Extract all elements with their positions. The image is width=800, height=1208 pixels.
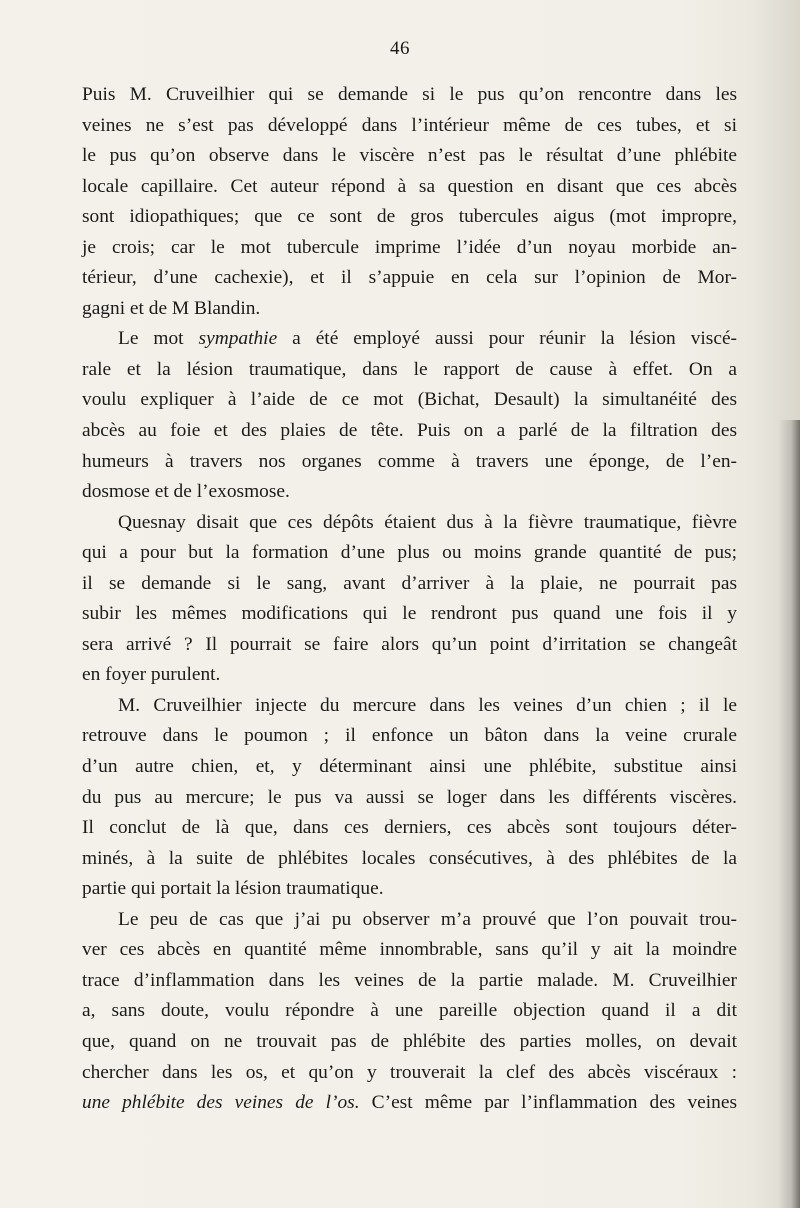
text-line: ver ces abcès en quantité même innombrable, sans qu’il y ait la moindre [82, 939, 737, 961]
text-line: le pus qu’on observe dans le viscère n’est pas le résultat d’une phlébite [82, 145, 737, 167]
text-fragment: C’est même par l’inflammation des veines [359, 1092, 738, 1114]
text-line: subir les mêmes modifications qui le rendront pus quand une fois il y [82, 603, 737, 625]
text-line: veines ne s’est pas développé dans l’intérieur même de ces tubes, et si [82, 114, 737, 136]
text-line: partie qui portait la lésion traumatique. [82, 878, 384, 900]
text-line [82, 1088, 737, 1119]
text-line: d’un autre chien, et, y déterminant ainsi une phlébite, substitue ainsi [82, 756, 737, 778]
text-line: a, sans doute, voulu répondre à une pareille objection quand il a dit [82, 1000, 737, 1022]
text-line: Le peu de cas que j’ai pu observer m’a prouvé que l’on pouvait trou- [118, 908, 737, 930]
text-line: voulu expliquer à l’aide de ce mot (Bichat, Desault) la simultanéité des [82, 389, 737, 411]
text-line: du pus au mercure; le pus va aussi se loger dans les différents viscères. [82, 786, 737, 808]
text-line: trace d’inflammation dans les veines de la partie malade. M. Cruveilhier [82, 969, 737, 991]
text-line: abcès au foie et des plaies de tête. Puis on a parlé de la filtration des [82, 420, 737, 442]
text-line: il se demande si le sang, avant d’arriver à la plaie, ne pourrait pas [82, 572, 737, 594]
text-line: que, quand on ne trouvait pas de phlébite des parties molles, on devait [82, 1030, 737, 1052]
text-line: rale et la lésion traumatique, dans le rapport de cause à effet. On a [82, 358, 737, 380]
text-line: Quesnay disait que ces dépôts étaient dus à la fièvre traumatique, fièvre [118, 511, 737, 533]
text-line: Puis M. Cruveilhier qui se demande si le pus qu’on rencontre dans les [82, 84, 737, 105]
text-line: je crois; car le mot tubercule imprime l’idée d’un noyau morbide an- [82, 236, 737, 258]
page-edge-shadow [778, 420, 800, 1208]
text-line: M. Cruveilhier injecte du mercure dans les veines d’un chien ; il le [118, 694, 737, 716]
text-line: minés, à la suite de phlébites locales consécutives, à des phlébites de la [82, 847, 737, 869]
text-line: chercher dans les os, et qu’on y trouverait la clef des abcès viscéraux : [82, 1061, 737, 1083]
page-number: 46 [390, 38, 410, 59]
italic-phrase: une phlébite des veines de l’os. [82, 1092, 360, 1114]
text-line: dosmose et de l’exosmose. [82, 481, 290, 503]
text-line [82, 324, 737, 355]
italic-term: sympathie [198, 328, 278, 350]
body-text [82, 80, 737, 1119]
text-line: térieur, d’une cachexie), et il s’appuie en cela sur l’opinion de Mor- [82, 267, 737, 289]
text-line: sera arrivé ? Il pourrait se faire alors qu’un point d’irritation se changeât [82, 633, 737, 655]
text-line: humeurs à travers nos organes comme à travers une éponge, de l’en- [82, 450, 737, 472]
text-line: en foyer purulent. [82, 664, 221, 686]
text-fragment: Le mot [118, 328, 199, 350]
text-line: sont idiopathiques; que ce sont de gros tubercules aigus (mot impropre, [82, 206, 737, 228]
text-line: retrouve dans le poumon ; il enfonce un bâton dans la veine crurale [82, 725, 737, 747]
text-line: Il conclut de là que, dans ces derniers, ces abcès sont toujours déter- [82, 817, 737, 839]
text-line: gagni et de M Blandin. [82, 297, 261, 319]
text-line: qui a pour but la formation d’une plus ou moins grande quantité de pus; [82, 542, 737, 564]
text-line: locale capillaire. Cet auteur répond à sa question en disant que ces abcès [82, 175, 737, 197]
text-fragment: a été employé aussi pour réunir la lésion viscé- [277, 328, 738, 350]
